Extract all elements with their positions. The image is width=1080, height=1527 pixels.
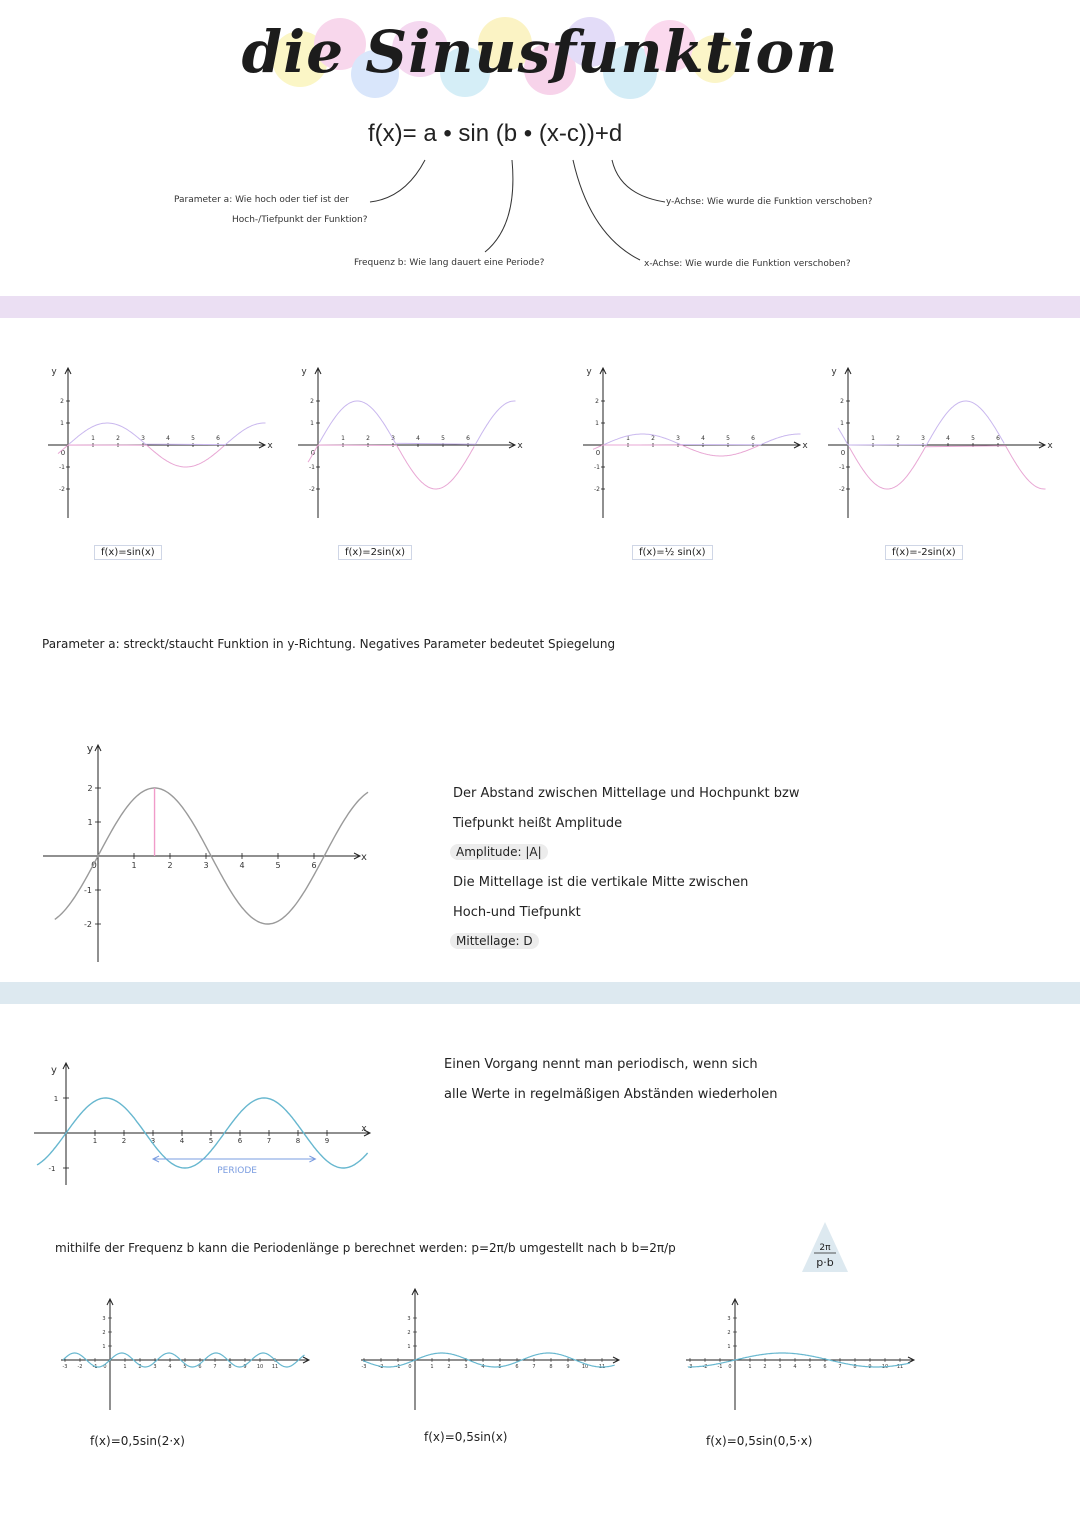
x-tick-label: 6 xyxy=(216,435,220,442)
amplitude-text-3: Die Mittellage ist die vertikale Mitte zwischen xyxy=(453,875,749,890)
general-formula: f(x)= a • sin (b • (x-c))+d xyxy=(368,120,623,147)
graph-label-sin-x: f(x)=sin(x) xyxy=(94,545,162,560)
y-axis-label: y xyxy=(86,742,94,755)
x-tick-label: 6 xyxy=(466,435,470,442)
x-tick-label: 2 xyxy=(651,435,655,442)
annotation-param-a-1: Parameter a: Wie hoch oder tief ist der xyxy=(174,195,349,205)
y-tick-label: -1 xyxy=(839,464,845,471)
y-tick-label: 1 xyxy=(53,1095,59,1103)
x-tick-label: -3 xyxy=(687,1364,693,1370)
annotation-param-b: Frequenz b: Wie lang dauert eine Periode? xyxy=(354,258,545,268)
x-tick-label: 2 xyxy=(763,1364,767,1370)
y-tick-label: -1 xyxy=(594,464,600,471)
y-tick-label: 1 xyxy=(310,420,314,427)
y-tick-label: -1 xyxy=(84,886,92,895)
x-tick-label: 10 xyxy=(581,1364,589,1370)
origin-label: 0 xyxy=(728,1364,732,1370)
y-tick-label: -2 xyxy=(309,486,315,493)
x-tick-label: 5 xyxy=(441,435,445,442)
x-tick-label: 3 xyxy=(153,1364,157,1370)
amplitude-pill: Amplitude: |A| xyxy=(450,844,548,860)
x-tick-label: 2 xyxy=(138,1364,142,1370)
x-tick-label: 1 xyxy=(123,1364,127,1370)
y-tick-label: 2 xyxy=(595,398,599,405)
x-tick-label: 3 xyxy=(464,1364,468,1370)
x-tick-label: -3 xyxy=(62,1364,68,1370)
x-tick-label: 2 xyxy=(896,435,900,442)
graph-neg-2sin-x xyxy=(820,360,1060,530)
x-tick-label: 5 xyxy=(183,1364,187,1370)
x-tick-label: 10 xyxy=(881,1364,889,1370)
x-tick-label: 5 xyxy=(808,1364,812,1370)
x-tick-label: 5 xyxy=(275,861,281,870)
x-tick-label: 4 xyxy=(793,1364,797,1370)
period-text-1: Einen Vorgang nennt man periodisch, wenn sich xyxy=(444,1057,758,1072)
x-tick-label: 2 xyxy=(121,1137,127,1145)
y-tick-label: 2 xyxy=(310,398,314,405)
x-tick-label: 11 xyxy=(271,1364,279,1370)
x-tick-label: 5 xyxy=(726,435,730,442)
graph-amplitude xyxy=(40,740,390,970)
x-tick-label: 9 xyxy=(868,1364,872,1370)
x-tick-label: 8 xyxy=(295,1137,301,1145)
y-tick-label: 3 xyxy=(407,1316,411,1322)
x-tick-label: 6 xyxy=(515,1364,519,1370)
graph-label-half-sin-x: f(x)=½ sin(x) xyxy=(632,545,713,560)
x-tick-label: 2 xyxy=(366,435,370,442)
sine-curve-neg xyxy=(593,445,759,456)
x-axis-label: x xyxy=(267,441,273,451)
graph-period xyxy=(30,1055,390,1190)
x-tick-label: 7 xyxy=(532,1364,536,1370)
y-tick-label: 1 xyxy=(60,420,64,427)
page-title: die Sinusfunktion xyxy=(241,18,839,86)
x-tick-label: 10 xyxy=(256,1364,264,1370)
y-tick-label: 2 xyxy=(60,398,64,405)
y-tick-label: 2 xyxy=(87,784,93,793)
x-tick-label: 6 xyxy=(751,435,755,442)
x-tick-label: 9 xyxy=(324,1137,330,1145)
graph-half-sin-half-x xyxy=(680,1295,920,1415)
y-tick-label: 3 xyxy=(102,1316,106,1322)
side-formula-text: 2π xyxy=(819,1243,831,1253)
y-tick-label: -1 xyxy=(48,1165,56,1173)
x-tick-label: 2 xyxy=(447,1364,451,1370)
x-axis-label: x xyxy=(802,441,808,451)
origin-label: 0 xyxy=(310,449,316,457)
graph-half-sin-x xyxy=(575,360,815,530)
graph-2sin-x xyxy=(290,360,530,530)
y-tick-label: -1 xyxy=(59,464,65,471)
y-tick-label: 1 xyxy=(727,1344,731,1350)
x-tick-label: 11 xyxy=(896,1364,904,1370)
amplitude-text-1: Der Abstand zwischen Mittellage und Hochpunkt bzw xyxy=(453,786,800,801)
x-tick-label: 1 xyxy=(430,1364,434,1370)
x-tick-label: 1 xyxy=(91,435,95,442)
x-tick-label: 4 xyxy=(481,1364,485,1370)
y-tick-label: 3 xyxy=(727,1316,731,1322)
x-tick-label: 6 xyxy=(996,435,1000,442)
x-tick-label: 9 xyxy=(566,1364,570,1370)
origin-label: 0 xyxy=(103,1364,107,1370)
annotation-param-a-2: Hoch-/Tiefpunkt der Funktion? xyxy=(232,215,368,225)
x-tick-label: -2 xyxy=(77,1364,83,1370)
y-tick-label: 2 xyxy=(407,1330,411,1336)
graph-label-half-sin-half-x: f(x)=0,5sin(0,5·x) xyxy=(706,1434,813,1448)
y-tick-label: 2 xyxy=(727,1330,731,1336)
period-label: PERIODE xyxy=(217,1166,257,1176)
origin-label: 0 xyxy=(595,449,601,457)
section-divider-purple xyxy=(0,296,1080,318)
x-axis-label: x xyxy=(1047,441,1053,451)
y-tick-label: 2 xyxy=(102,1330,106,1336)
y-tick-label: 1 xyxy=(102,1344,106,1350)
x-tick-label: 5 xyxy=(971,435,975,442)
graph-half-sin-x-b1 xyxy=(355,1285,625,1415)
origin-label: 0 xyxy=(408,1364,412,1370)
x-tick-label: 7 xyxy=(838,1364,842,1370)
graph-label-neg-2sin-x: f(x)=-2sin(x) xyxy=(885,545,963,560)
y-tick-label: -2 xyxy=(59,486,65,493)
x-tick-label: -1 xyxy=(717,1364,723,1370)
x-axis-label: x xyxy=(517,441,523,451)
y-tick-label: -2 xyxy=(84,920,92,929)
x-tick-label: 1 xyxy=(92,1137,98,1145)
y-axis-label: y xyxy=(301,367,307,377)
section-divider-blue xyxy=(0,982,1080,1004)
amplitude-text-4: Hoch-und Tiefpunkt xyxy=(453,905,581,920)
x-tick-label: 1 xyxy=(341,435,345,442)
x-tick-label: 4 xyxy=(168,1364,172,1370)
x-tick-label: 4 xyxy=(701,435,705,442)
x-tick-label: 8 xyxy=(228,1364,232,1370)
x-tick-label: 4 xyxy=(239,861,245,870)
y-tick-label: 2 xyxy=(840,398,844,405)
y-axis-label: y xyxy=(831,367,837,377)
x-tick-label: 4 xyxy=(416,435,420,442)
y-axis-label: y xyxy=(586,367,592,377)
y-tick-label: -2 xyxy=(594,486,600,493)
x-tick-label: 3 xyxy=(150,1137,156,1145)
x-tick-label: -2 xyxy=(378,1364,384,1370)
graph-label-half-sin-x-b1: f(x)=0,5sin(x) xyxy=(424,1430,508,1444)
origin-label: 0 xyxy=(91,861,97,871)
svg-text:p·b: p·b xyxy=(816,1256,834,1269)
x-tick-label: 7 xyxy=(266,1137,272,1145)
y-tick-label: 1 xyxy=(407,1344,411,1350)
y-tick-label: 1 xyxy=(840,420,844,427)
y-axis-label: y xyxy=(51,1065,57,1076)
x-tick-label: 5 xyxy=(191,435,195,442)
side-formula-triangle xyxy=(800,1220,850,1275)
origin-label: 0 xyxy=(60,449,66,457)
x-tick-label: 5 xyxy=(208,1137,214,1145)
x-tick-label: -2 xyxy=(702,1364,708,1370)
x-tick-label: 9 xyxy=(243,1364,247,1370)
x-tick-label: 3 xyxy=(676,435,680,442)
graph-label-2sin-x: f(x)=2sin(x) xyxy=(338,545,412,560)
sine-curve-neg xyxy=(58,445,224,467)
parameter-a-graphs xyxy=(20,360,1070,530)
annotation-param-c: x-Achse: Wie wurde die Funktion verschoben? xyxy=(644,259,851,269)
x-tick-label: 3 xyxy=(391,435,395,442)
x-tick-label: -1 xyxy=(395,1364,401,1370)
graph-half-sin-2x xyxy=(55,1295,315,1415)
parameter-a-explanation: Parameter a: streckt/staucht Funktion in y-Richtung. Negatives Parameter bedeutet Spiegelung xyxy=(42,637,616,651)
y-tick-label: -1 xyxy=(309,464,315,471)
x-tick-label: 8 xyxy=(549,1364,553,1370)
origin-label: 0 xyxy=(840,449,846,457)
frequency-formula-text: mithilfe der Frequenz b kann die Periodenlänge p berechnet werden: p=2π/b umgestellt nach b b=2π/p xyxy=(55,1241,676,1255)
x-tick-label: 3 xyxy=(203,861,209,870)
x-axis-label: x xyxy=(361,1124,367,1134)
x-tick-label: 11 xyxy=(598,1364,606,1370)
sine-curve-neg xyxy=(849,446,1045,489)
x-tick-label: 4 xyxy=(179,1137,185,1145)
x-tick-label: 6 xyxy=(198,1364,202,1370)
x-tick-label: 1 xyxy=(626,435,630,442)
period-text-2: alle Werte in regelmäßigen Abständen wiederholen xyxy=(444,1087,778,1102)
x-tick-label: 7 xyxy=(213,1364,217,1370)
x-tick-label: 6 xyxy=(311,861,317,870)
sine-curve-neg xyxy=(308,445,474,489)
x-tick-label: 2 xyxy=(167,861,173,870)
x-tick-label: 1 xyxy=(871,435,875,442)
x-tick-label: 4 xyxy=(946,435,950,442)
x-axis-label: x xyxy=(361,852,367,863)
y-axis-label: y xyxy=(51,367,57,377)
x-tick-label: 2 xyxy=(116,435,120,442)
x-tick-label: 6 xyxy=(823,1364,827,1370)
x-tick-label: -3 xyxy=(361,1364,367,1370)
x-tick-label: 6 xyxy=(237,1137,243,1145)
y-tick-label: 1 xyxy=(87,818,93,827)
x-tick-label: 8 xyxy=(853,1364,857,1370)
x-tick-label: -1 xyxy=(92,1364,98,1370)
graph-label-half-sin-2x: f(x)=0,5sin(2·x) xyxy=(90,1434,185,1448)
x-tick-label: 3 xyxy=(921,435,925,442)
x-tick-label: 1 xyxy=(131,861,137,870)
x-tick-label: 3 xyxy=(778,1364,782,1370)
x-tick-label: 3 xyxy=(141,435,145,442)
graph-sin-x xyxy=(40,360,280,530)
x-tick-label: 4 xyxy=(166,435,170,442)
y-tick-label: -2 xyxy=(839,486,845,493)
x-tick-label: 5 xyxy=(498,1364,502,1370)
x-tick-label: 1 xyxy=(748,1364,752,1370)
amplitude-text-2: Tiefpunkt heißt Amplitude xyxy=(453,816,623,831)
annotation-param-d: y-Achse: Wie wurde die Funktion verschoben? xyxy=(666,197,873,207)
mittellage-pill: Mittellage: D xyxy=(450,933,539,949)
y-tick-label: 1 xyxy=(595,420,599,427)
